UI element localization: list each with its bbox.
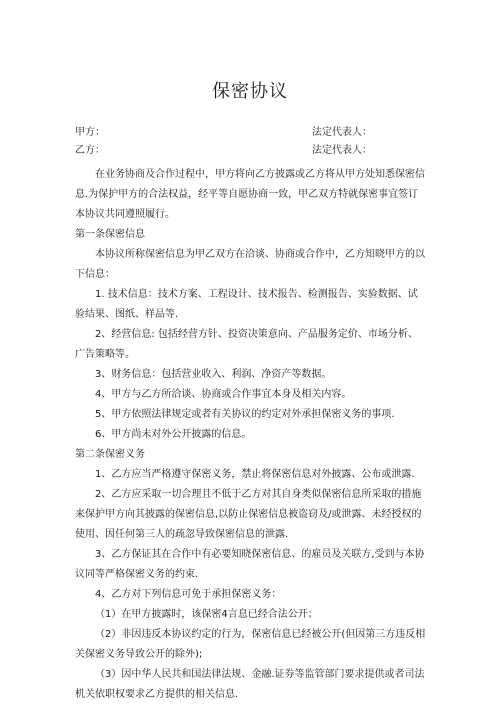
article1-item: 5、甲方依照法律规定或者有关协议的约定对外承担保密义务的事项. — [95, 409, 395, 420]
exemption-item: （1）在甲方披露时，该保密4言息已经合法公开； — [95, 609, 318, 620]
document-body — [75, 165, 427, 705]
article2-item: 3、乙方保证其在合作中有必要知晓保密信息、的雇员及关联方,受到与本协议同等严格保密义务的约束. — [75, 549, 425, 580]
article2-item: 2、乙方应采取一切合理且不低于乙方对其自身类似保密信息所采取的措施来保护甲方向其披露的保密信息,以防止保密信息被盗窃及/或泄露、未经授权的使用、因任何第三人的疏忽导致保密信息的泄露. — [75, 489, 422, 540]
article1-item: 6、甲方尚未对外公开披露的信息。 — [95, 429, 252, 440]
article1-item: 1. 技术信息：技术方案、工程设计、技术报告、检测报告、实验数据、试验结果、图纸、样品等. — [75, 289, 418, 320]
article1-item: 3、财务信息：包括营业收入、利润、净资产等数据。 — [95, 369, 332, 380]
intro-paragraph: 在业务协商及合作过程中，甲方将向乙方披露或乙方将从甲方处知悉保密信息.为保护甲方的合法权益，经平等自愿协商一致，甲乙双方特就保密事宜签订本协议共同遵照履行。 — [75, 169, 425, 220]
document-title: 保密协议 — [212, 81, 288, 102]
exemption-item: （2）非因违反本协议约定的行为，保密信息已经被公开(但因第三方违反相关保密义务导致公开的除外); — [75, 629, 426, 660]
article1-item: 4、甲方与乙方所洽谈、协商或合作事宜本身及相关内容。 — [95, 389, 352, 400]
article1-item: 2、经营信息: 包括经营方针、投资决策意向、产品服务定价、市场分析、广告策略等。 — [75, 329, 418, 360]
article1-lead: 本协议所称保密信息为甲乙双方在洽谈、协商或合作中，乙方知晓甲方的以下信息： — [75, 249, 425, 280]
party-a-label: 甲方： — [75, 127, 105, 138]
article2-item: 1、乙方应当严格遵守保密义务，禁止将保密信息对外披露、公布或泄露. — [95, 469, 415, 480]
exemption-item: （3）因中华人民共和国法律法规、金融.证券等监管部门要求提供或者司法机关依职权要求乙方提供的相关信息. — [75, 669, 425, 700]
article2-item: 4、乙方对下列信息可免于承担保密义务： — [95, 589, 282, 600]
party-a-legal-rep-label: 法定代表人： — [312, 127, 372, 138]
article2-heading: 第二条保密义务 — [75, 449, 145, 460]
article1-heading: 第一条保密信息 — [75, 229, 145, 240]
party-b-legal-rep-label: 法定代表人： — [312, 145, 372, 156]
party-b-label: 乙方： — [75, 145, 105, 156]
